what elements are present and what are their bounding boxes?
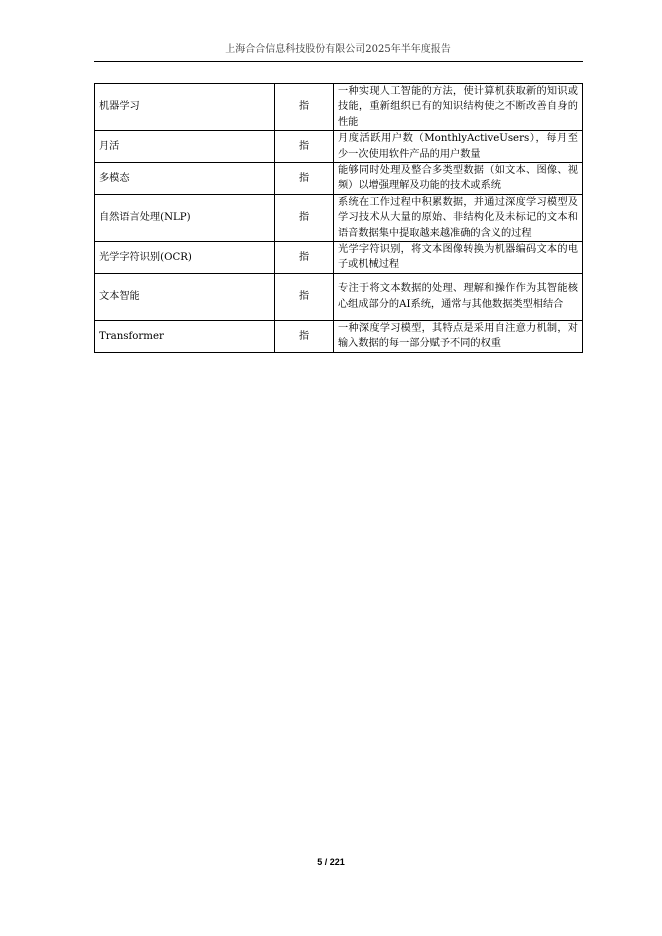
table-row [95,194,583,241]
table-row [95,131,583,163]
mark-cell: 指 [275,320,334,352]
term-cell: 光学字符识别(OCR) [95,242,275,274]
definition-cell: 专注于将文本数据的处理、理解和操作作为其智能核心组成部分的AI系统，通常与其他数据类型相结合 [334,273,583,320]
page-number: 5 / 221 [317,857,345,867]
table-row [95,273,583,320]
term-cell: 自然语言处理(NLP) [95,194,275,241]
term-cell: 月活 [95,131,275,163]
definition-cell: 一种深度学习模型，其特点是采用自注意力机制，对输入数据的每一部分赋予不同的权重 [334,320,583,352]
table-row [95,163,583,195]
definition-cell: 一种实现人工智能的方法，使计算机获取新的知识或技能，重新组织已有的知识结构使之不断改善自身的性能 [334,84,583,131]
definition-cell: 系统在工作过程中积累数据，并通过深度学习模型及学习技术从大量的原始、非结构化及未标记的文本和语音数据集中提取越来越准确的含义的过程 [334,194,583,241]
glossary-table [94,83,583,353]
definition-cell: 月度活跃用户数（MonthlyActiveUsers），每月至少一次使用软件产品的用户数量 [334,131,583,163]
table-row [95,242,583,274]
table-row [95,320,583,352]
term-cell: 文本智能 [95,273,275,320]
mark-cell: 指 [275,273,334,320]
definition-cell: 光学字符识别，将文本图像转换为机器编码文本的电子或机械过程 [334,242,583,274]
mark-cell: 指 [275,131,334,163]
mark-cell: 指 [275,194,334,241]
mark-cell: 指 [275,84,334,131]
term-cell: 多模态 [95,163,275,195]
term-cell: Transformer [95,320,275,352]
mark-cell: 指 [275,163,334,195]
page-header: 上海合合信息科技股份有限公司2025年半年度报告 [225,44,451,55]
table-row [95,84,583,131]
definition-cell: 能够同时处理及整合多类型数据（如文本、图像、视频）以增强理解及功能的技术或系统 [334,163,583,195]
mark-cell: 指 [275,242,334,274]
term-cell: 机器学习 [95,84,275,131]
header-rule [94,61,583,62]
